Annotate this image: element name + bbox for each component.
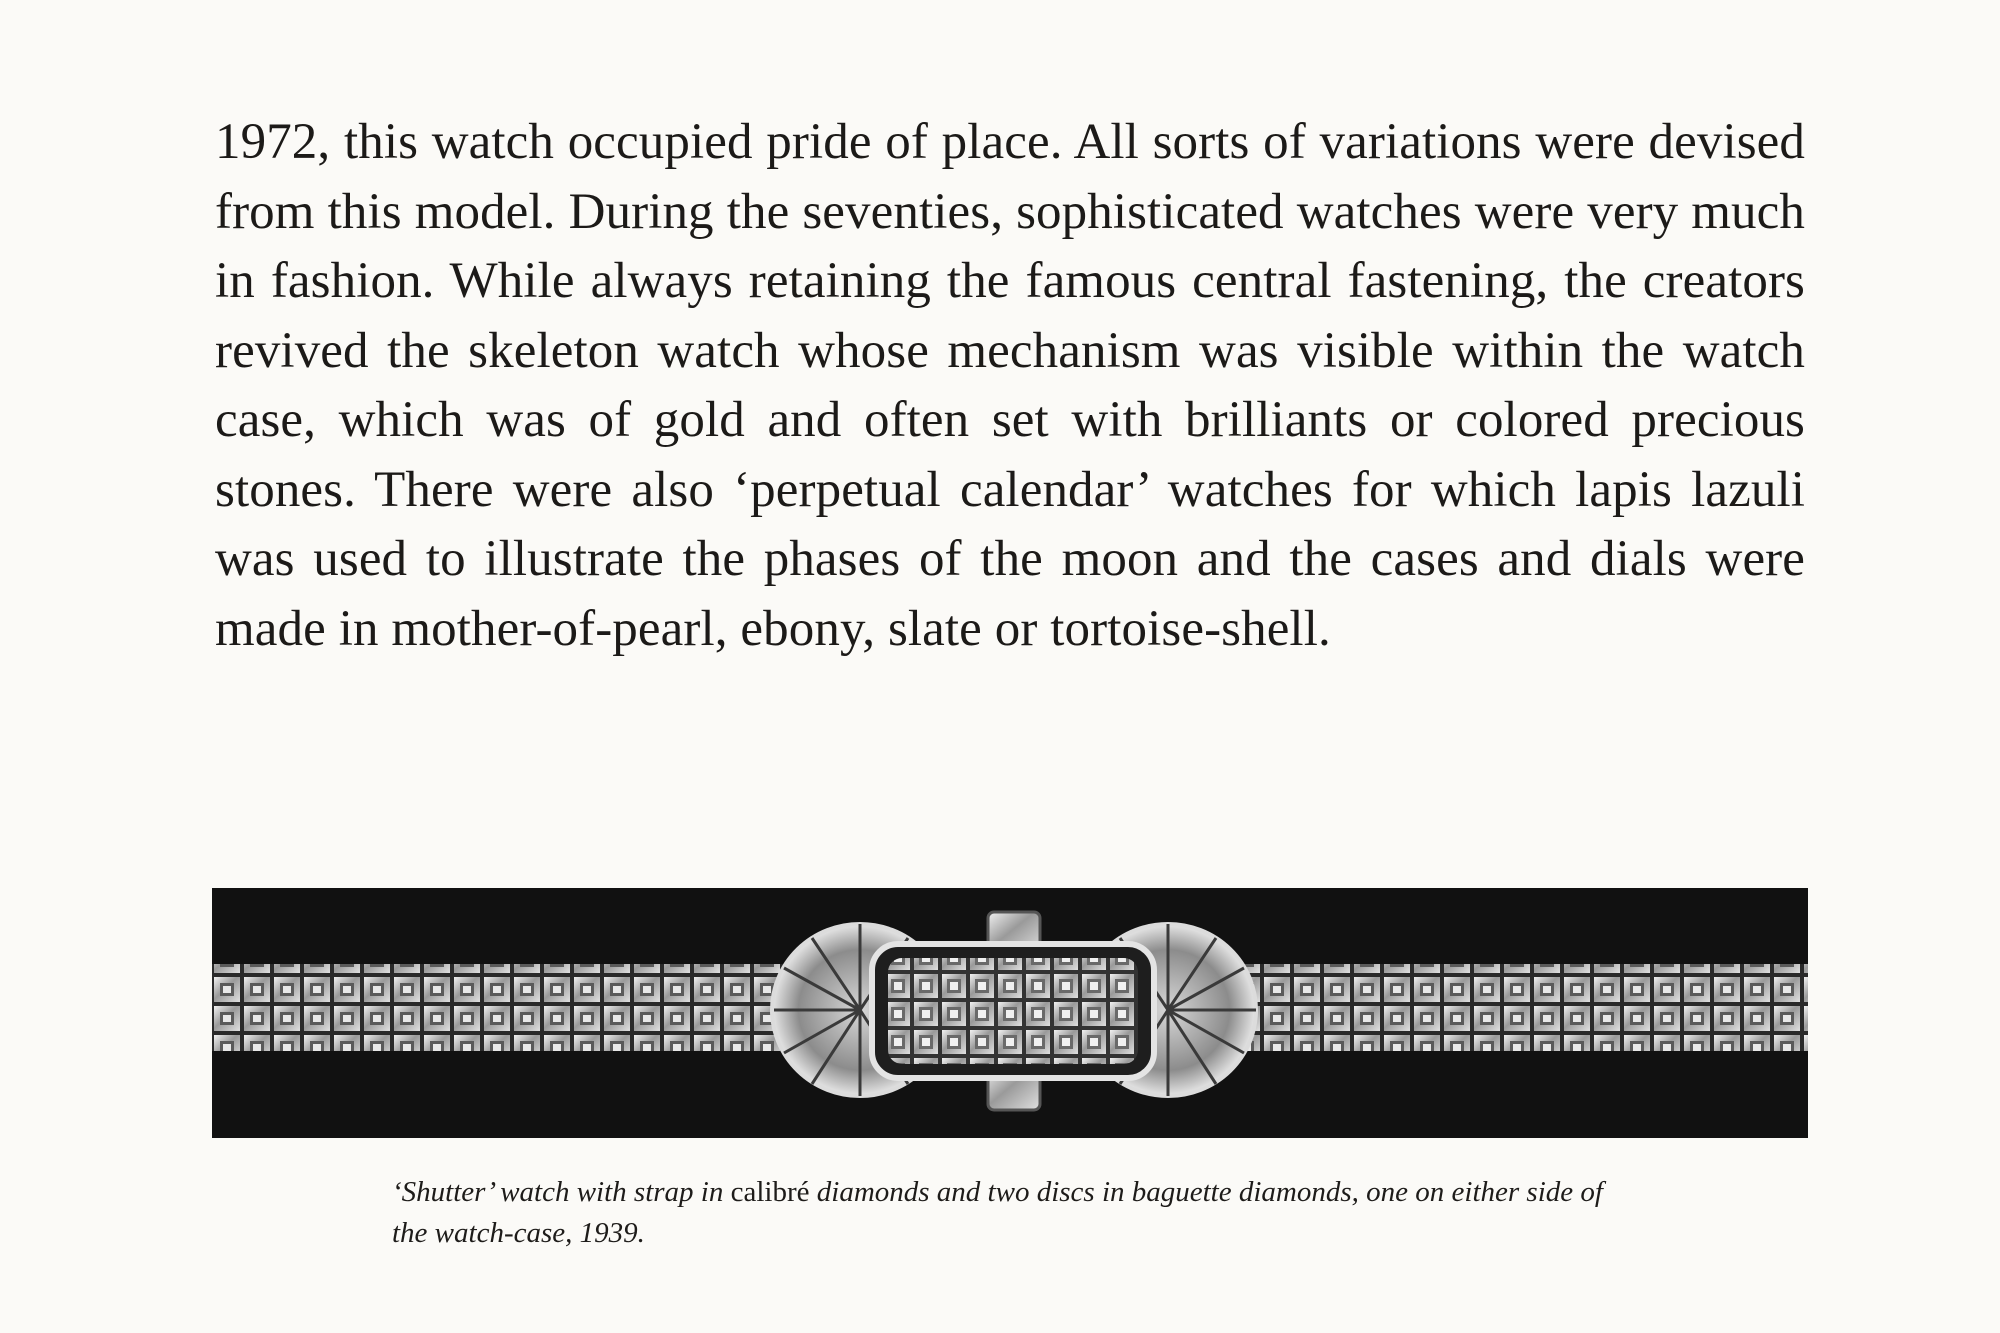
- diamond-bracelet-watch-photo: [212, 888, 1808, 1138]
- caption-part-1: ‘Shutter’ watch with strap in: [392, 1176, 731, 1208]
- caption-part-2: calibré: [730, 1176, 810, 1208]
- photo-caption: [392, 1172, 1632, 1254]
- body-paragraph: 1972, this watch occupied pride of place. All sorts of variations were devised from this model. During the seventies, sophisticated watches were very much in fashion. While always retaining the famous central fastening, the creators revived the skeleton watch whose mechanism was visible within the watch case, which was of gold and often set with brilliants or colored precious stones. There were also ‘perpetual calendar’ watches for which lapis lazuli was used to illustrate the phases of the moon and the cases and dials were made in mother-of-pearl, ebony, slate or tortoise-shell.: [215, 114, 1805, 657]
- caption-part-3: diamonds and two discs in baguette diamonds, one on either side of the watch-case, 1939.: [392, 1176, 1603, 1249]
- watch-photograph: [212, 888, 1808, 1138]
